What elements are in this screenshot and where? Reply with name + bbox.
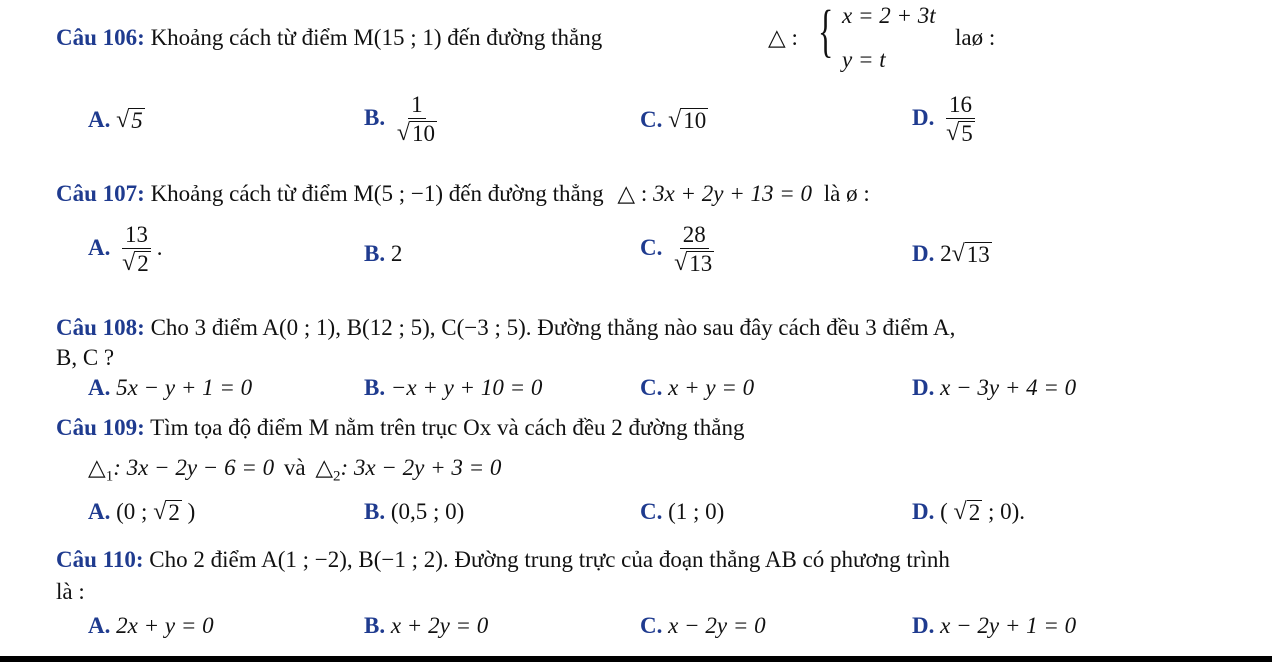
option-b[interactable] [364, 498, 464, 526]
question-label: Câu 109: [56, 415, 145, 440]
fraction: 16 √ 5 [943, 92, 978, 147]
option-b[interactable] [364, 240, 402, 268]
sqrt-expr: √ 2 [953, 499, 981, 525]
question-109-lines: $\triangle_1$: 3x − 2y − 6 = 0 và $\triangle_2$: 3x − 2y + 3 = 0 [88, 455, 502, 485]
question-106-stem [56, 24, 602, 52]
line-equation: 3x + 2y + 13 = 0 [653, 181, 812, 206]
option-value: x + y = 0 [668, 375, 755, 400]
sqrt-expr: √ 2 [153, 499, 180, 525]
option-letter: C. [640, 375, 663, 400]
option-value: (0,5 ; 0) [390, 499, 465, 524]
question-text-after: là ø : [823, 181, 870, 206]
option-letter: B. [364, 613, 386, 638]
delta-1-symbol: △ [88, 455, 106, 480]
sqrt-expr: √ 5 [116, 107, 143, 133]
delta-symbol: △ : [617, 181, 648, 206]
sqrt-expr: √ 10 [668, 107, 707, 133]
question-label: Câu 107: [56, 181, 145, 206]
system-line-2: y = t [842, 47, 886, 72]
question-label: Câu 106: [56, 25, 145, 50]
option-c[interactable] [640, 498, 724, 526]
option-value: x + 2y = 0 [390, 613, 489, 638]
option-a[interactable] [88, 374, 252, 402]
option-letter: D. [912, 375, 935, 400]
option-value: (1 ; 0) [668, 499, 725, 524]
option-letter: A. [88, 107, 111, 132]
system-brace: { [818, 0, 834, 63]
option-value: x − 2y = 0 [668, 613, 766, 638]
option-d[interactable] [912, 374, 1076, 402]
line-1-equation: : 3x − 2y − 6 = 0 [113, 455, 275, 480]
option-letter: C. [640, 234, 663, 260]
question-109-stem [56, 414, 745, 442]
option-a[interactable] [88, 106, 145, 134]
option-letter: D. [912, 241, 935, 266]
option-value: −x + y + 10 = 0 [390, 375, 543, 400]
option-letter: B. [364, 375, 386, 400]
option-a[interactable]: A. 13 √ 2 . [88, 222, 163, 276]
option-b[interactable] [364, 612, 488, 640]
option-value: x − 3y + 4 = 0 [940, 375, 1077, 400]
option-d[interactable] [912, 92, 981, 147]
question-108-stem-line2: B, C ? [56, 345, 115, 370]
question-text: Cho 3 điểm A(0 ; 1), B(12 ; 5), C(−3 ; 5). Đường thẳng nào sau đây cách đều 3 điểm A, [150, 315, 956, 340]
option-c[interactable] [640, 612, 766, 640]
option-letter: D. [912, 613, 935, 638]
question-text: Khoảng cách từ điểm M(15 ; 1) đến đường thẳng [150, 25, 603, 50]
option-a[interactable]: A. (0 ; √ 2 ) [88, 499, 196, 525]
question-107-stem [56, 180, 870, 208]
option-letter: C. [640, 499, 663, 524]
option-letter: D. [912, 104, 935, 130]
option-b[interactable] [364, 374, 542, 402]
option-value: 5x − y + 1 = 0 [116, 375, 253, 400]
fraction: 13 √ 2 [119, 222, 154, 277]
option-a[interactable] [88, 612, 214, 640]
system-line-1: x = 2 + 3t [842, 3, 936, 28]
sqrt-expr: √ 13 [951, 241, 990, 267]
question-110-stem-line2: là : [56, 579, 85, 604]
question-text: Tìm tọa độ điểm M nằm trên trục Ox và cách đều 2 đường thẳng [150, 415, 745, 440]
option-letter: C. [640, 613, 663, 638]
option-c[interactable] [640, 374, 754, 402]
option-letter: A. [88, 375, 111, 400]
delta-2-symbol: △ [315, 455, 334, 480]
question-text-after: laø : [955, 25, 996, 50]
question-text: Cho 2 điểm A(1 ; −2), B(−1 ; 2). Đường trung trực của đoạn thẳng AB có phương trình [149, 547, 950, 572]
fraction: 28 √ 13 [674, 222, 713, 276]
question-108-stem [56, 314, 955, 342]
option-letter: A. [88, 613, 111, 638]
option-b[interactable] [364, 92, 443, 147]
fraction: 1 √ 10 [396, 92, 436, 146]
option-letter: A. [88, 499, 111, 524]
question-label: Câu 108: [56, 315, 145, 340]
option-letter: B. [364, 499, 386, 524]
option-c[interactable] [640, 222, 720, 277]
line-2-equation: : 3x − 2y + 3 = 0 [340, 455, 502, 480]
option-letter: A. [88, 234, 111, 260]
option-value: x − 2y + 1 = 0 [940, 613, 1077, 638]
option-d[interactable]: D. ( √ 2 ; 0). [912, 499, 1026, 525]
option-c[interactable] [640, 106, 708, 134]
option-letter: D. [912, 499, 935, 524]
option-value: 2x + y = 0 [116, 613, 214, 638]
question-label: Câu 110: [56, 547, 144, 572]
option-letter: C. [640, 107, 663, 132]
option-d[interactable] [912, 612, 1076, 640]
question-110-stem [56, 546, 950, 574]
option-value: 2 [390, 241, 403, 266]
option-letter: B. [364, 241, 386, 266]
option-d[interactable]: D. 2 √ 13 [912, 241, 990, 267]
question-text: Khoảng cách từ điểm M(5 ; −1) đến đường thẳng [150, 181, 604, 206]
option-letter: B. [364, 104, 386, 130]
bottom-rule [0, 656, 1272, 662]
delta-symbol: △ : [768, 25, 798, 50]
